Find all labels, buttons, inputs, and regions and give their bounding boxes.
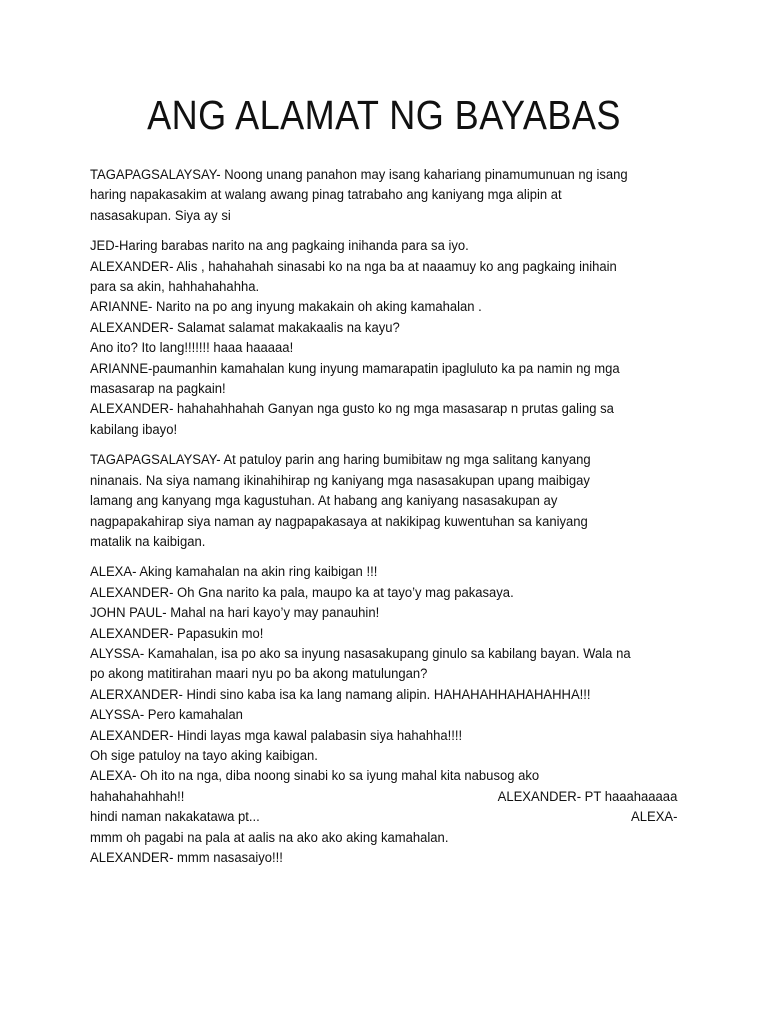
text-line: ALEXANDER- Salamat salamat makakaalis na kayu? [90,319,400,336]
text-line-split [90,787,677,807]
text-line-left: hindi naman nakakatawa pt... [90,809,260,826]
text-line: Oh sige patuloy na tayo aking kaibigan. [90,747,318,764]
text-line: ALEXANDER- Alis , hahahahah sinasabi ko na nga ba at naaamuy ko ang pagkaing inihain [90,258,617,275]
text-line: Ano ito? Ito lang!!!!!!! haaa haaaaa! [90,340,294,357]
paragraph-narration-2 [90,450,690,552]
text-line-right: ALEXA- [630,809,677,826]
text-line-right: ALEXANDER- PT haaahaaaaa [497,788,677,805]
text-line: mmm oh pagabi na pala at aalis na ako ako aking kamahalan. [90,829,449,846]
text-line: TAGAPAGSALAYSAY- Noong unang panahon may isang kahariang pinamumunuan ng isang [90,167,628,183]
text-line: po akong matitirahan maari nyu po ba akong matulungan? [90,666,428,683]
text-line: ALEXANDER- Hindi layas mga kawal palabasin siya hahahha!!!! [90,727,463,744]
text-line: ALEXANDER- hahahahhahah Ganyan nga gusto ko ng mga masasarap n prutas galing sa [90,401,614,418]
text-line: JOHN PAUL- Mahal na hari kayo’y may panauhin! [90,605,380,622]
text-line: nagpapakahirap siya naman ay nagpapakasaya at nakikipag kuwentuhan sa kaniyang [90,513,588,530]
text-line: kabilang ibayo! [90,421,178,438]
paragraph-narration-intro [90,165,690,226]
paragraph-dialogue-1 [90,236,690,440]
text-line: TAGAPAGSALAYSAY- At patuloy parin ang haring bumibitaw ng mga salitang kanyang [90,452,591,469]
text-line: masasarap na pagkain! [90,381,226,398]
text-line: haring napakasakim at walang awang pinag tatrabaho ang kaniyang mga alipin at [90,187,562,204]
text-line: ALERXANDER- Hindi sino kaba isa ka lang namang alipin. HAHAHAHHAHAHAHHA!!! [90,686,591,703]
text-line: ALEXANDER- Papasukin mo! [90,625,264,642]
text-line: ALYSSA- Pero kamahalan [90,707,243,724]
text-line: ARIANNE-paumanhin kamahalan kung inyung mamarapatin ipagluluto ka pa namin ng mga [90,360,620,377]
text-line-split [90,807,677,827]
document-title: ANG ALAMAT NG BAYABAS [147,92,621,138]
text-line: ALYSSA- Kamahalan, isa po ako sa inyung nasasakupang ginulo sa kabilang bayan. Wala na [90,645,631,662]
paragraph-dialogue-2 [90,562,690,868]
text-line: ALEXANDER- Oh Gna narito ka pala, maupo ka at tayo’y mag pakasaya. [90,584,514,601]
text-line: ALEXANDER- mmm nasasaiyo!!! [90,850,283,866]
text-line: ninanais. Na siya namang ikinahihirap ng kaniyang mga nasasakupan upang maibigay [90,472,590,489]
text-line-left: hahahahahhah!! [90,788,185,805]
text-line: para sa akin, hahhahahahha. [90,279,260,296]
text-line: ALEXA- Aking kamahalan na akin ring kaibigan !!! [90,564,378,581]
text-line: ALEXA- Oh ito na nga, diba noong sinabi ko sa iyung mahal kita nabusog ako [90,768,540,785]
document-body [90,165,690,878]
text-line: ARIANNE- Narito na po ang inyung makakain oh aking kamahalan . [90,299,482,316]
text-line: JED-Haring barabas narito na ang pagkaing inihanda para sa iyo. [90,238,469,255]
text-line: matalik na kaibigan. [90,533,206,550]
text-line: nasasakupan. Siya ay si [90,207,231,224]
text-line: lamang ang kanyang mga kagustuhan. At habang ang kaniyang nasasakupan ay [90,493,558,510]
